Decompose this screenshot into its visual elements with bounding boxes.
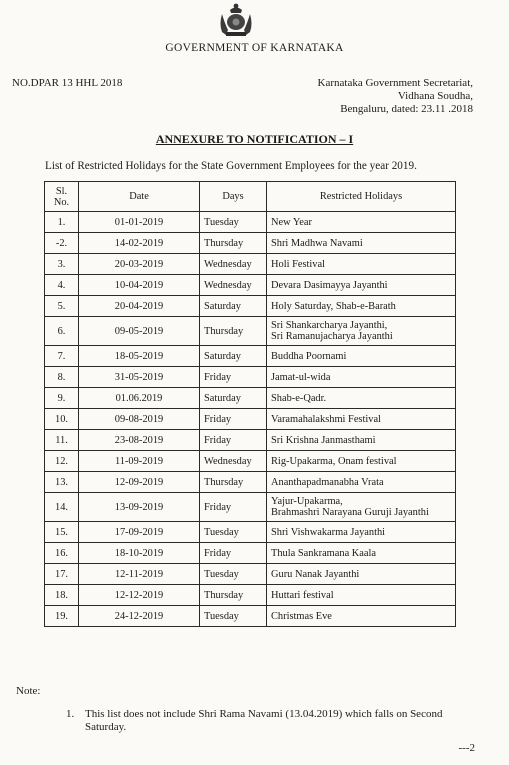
cell-day: Wednesday bbox=[200, 451, 267, 472]
cell-sl-no: 11. bbox=[45, 430, 79, 451]
cell-day: Friday bbox=[200, 367, 267, 388]
cell-holiday bbox=[267, 522, 456, 543]
cell-day: Saturday bbox=[200, 388, 267, 409]
cell-holiday bbox=[267, 388, 456, 409]
cell-date: 11-09-2019 bbox=[79, 451, 200, 472]
cell-date: 13-09-2019 bbox=[79, 493, 200, 522]
table-row bbox=[45, 409, 456, 430]
table-row bbox=[45, 564, 456, 585]
cell-day: Wednesday bbox=[200, 275, 267, 296]
holiday-name: Rig-Upakarma, Onam festival bbox=[271, 455, 397, 467]
cell-date: 10-04-2019 bbox=[79, 275, 200, 296]
table-row bbox=[45, 388, 456, 409]
cell-sl-no: 16. bbox=[45, 543, 79, 564]
cell-holiday bbox=[267, 275, 456, 296]
holiday-name: Huttari festival bbox=[271, 589, 334, 601]
table-row bbox=[45, 493, 456, 522]
cell-day: Thursday bbox=[200, 233, 267, 254]
holiday-name: Sri Krishna Janmasthami bbox=[271, 434, 376, 446]
cell-holiday bbox=[267, 409, 456, 430]
cell-holiday bbox=[267, 493, 456, 522]
table-row bbox=[45, 212, 456, 233]
cell-sl-no: 19. bbox=[45, 606, 79, 627]
header-days: Days bbox=[200, 182, 267, 212]
holiday-name: Guru Nanak Jayanthi bbox=[271, 568, 360, 580]
cell-date: 12-09-2019 bbox=[79, 472, 200, 493]
table-row bbox=[45, 585, 456, 606]
cell-holiday bbox=[267, 346, 456, 367]
cell-day: Wednesday bbox=[200, 254, 267, 275]
intro-text: List of Restricted Holidays for the State Government Employees for the year 2019. bbox=[45, 160, 417, 172]
cell-sl-no: 17. bbox=[45, 564, 79, 585]
cell-sl-no: 3. bbox=[45, 254, 79, 275]
cell-day: Thursday bbox=[200, 317, 267, 346]
table-row bbox=[45, 296, 456, 317]
cell-day: Friday bbox=[200, 493, 267, 522]
cell-sl-no: 18. bbox=[45, 585, 79, 606]
cell-sl-no: 4. bbox=[45, 275, 79, 296]
table-row bbox=[45, 522, 456, 543]
holiday-name: Holy Saturday, Shab-e-Barath bbox=[271, 300, 396, 312]
note-label: Note: bbox=[16, 685, 41, 697]
note-item bbox=[66, 708, 486, 734]
holiday-name: Brahmashri Narayana Guruji Jayanthi bbox=[271, 507, 429, 518]
cell-sl-no: 13. bbox=[45, 472, 79, 493]
table-row bbox=[45, 346, 456, 367]
cell-holiday bbox=[267, 317, 456, 346]
holiday-name: Shab-e-Qadr. bbox=[271, 392, 327, 404]
cell-date: 01-01-2019 bbox=[79, 212, 200, 233]
holiday-name: Devara Dasimayya Jayanthi bbox=[271, 279, 388, 291]
cell-day: Tuesday bbox=[200, 606, 267, 627]
cell-day: Tuesday bbox=[200, 564, 267, 585]
reference-number: NO.DPAR 13 HHL 2018 bbox=[12, 77, 123, 89]
secretariat-address bbox=[318, 77, 473, 116]
cell-day: Friday bbox=[200, 430, 267, 451]
page-continuation: ---2 bbox=[458, 742, 475, 754]
cell-date: 18-05-2019 bbox=[79, 346, 200, 367]
cell-sl-no: 7. bbox=[45, 346, 79, 367]
holiday-table-body bbox=[45, 212, 456, 627]
holiday-name: New Year bbox=[271, 216, 312, 228]
holiday-name: Ananthapadmanabha Vrata bbox=[271, 476, 384, 488]
cell-holiday bbox=[267, 367, 456, 388]
cell-sl-no: 14. bbox=[45, 493, 79, 522]
cell-holiday bbox=[267, 296, 456, 317]
cell-date: 31-05-2019 bbox=[79, 367, 200, 388]
cell-holiday bbox=[267, 430, 456, 451]
cell-day: Saturday bbox=[200, 346, 267, 367]
holiday-name: Sri Ramanujacharya Jayanthi bbox=[271, 331, 393, 342]
holiday-name: Shri Vishwakarma Jayanthi bbox=[271, 526, 386, 538]
cell-holiday bbox=[267, 585, 456, 606]
cell-sl-no: 10. bbox=[45, 409, 79, 430]
holiday-table bbox=[44, 181, 456, 627]
cell-day: Tuesday bbox=[200, 212, 267, 233]
address-line: Karnataka Government Secretariat, bbox=[317, 77, 473, 89]
cell-holiday bbox=[267, 451, 456, 472]
cell-date: 01.06.2019 bbox=[79, 388, 200, 409]
cell-date: 23-08-2019 bbox=[79, 430, 200, 451]
cell-sl-no: 12. bbox=[45, 451, 79, 472]
address-line: Bengaluru, dated: 23.11 .2018 bbox=[340, 103, 473, 115]
table-row bbox=[45, 275, 456, 296]
holiday-name: Sri Shankarcharya Jayanthi, bbox=[271, 320, 388, 331]
table-row bbox=[45, 233, 456, 254]
holiday-name: Buddha Poornami bbox=[271, 350, 347, 362]
government-title: GOVERNMENT OF KARNATAKA bbox=[165, 42, 344, 54]
header-restricted-holidays: Restricted Holidays bbox=[267, 182, 456, 212]
table-row bbox=[45, 472, 456, 493]
cell-sl-no: 5. bbox=[45, 296, 79, 317]
holiday-name: Shri Madhwa Navami bbox=[271, 237, 363, 249]
cell-sl-no: -2. bbox=[45, 233, 79, 254]
table-row bbox=[45, 606, 456, 627]
cell-day: Tuesday bbox=[200, 522, 267, 543]
table-row bbox=[45, 254, 456, 275]
cell-sl-no: 9. bbox=[45, 388, 79, 409]
cell-sl-no: 1. bbox=[45, 212, 79, 233]
cell-date: 24-12-2019 bbox=[79, 606, 200, 627]
note-number: 1. bbox=[66, 708, 75, 720]
cell-holiday bbox=[267, 254, 456, 275]
holiday-name: Varamahalakshmi Festival bbox=[271, 413, 381, 425]
cell-holiday bbox=[267, 472, 456, 493]
cell-date: 18-10-2019 bbox=[79, 543, 200, 564]
cell-date: 09-05-2019 bbox=[79, 317, 200, 346]
cell-sl-no: 15. bbox=[45, 522, 79, 543]
cell-day: Saturday bbox=[200, 296, 267, 317]
header-date: Date bbox=[79, 182, 200, 212]
cell-date: 20-04-2019 bbox=[79, 296, 200, 317]
header-sl-no: Sl. No. bbox=[45, 182, 79, 212]
holiday-name: Christmas Eve bbox=[271, 610, 332, 622]
karnataka-emblem-icon bbox=[216, 2, 256, 38]
cell-holiday bbox=[267, 606, 456, 627]
cell-date: 14-02-2019 bbox=[79, 233, 200, 254]
table-row bbox=[45, 430, 456, 451]
cell-holiday bbox=[267, 212, 456, 233]
cell-date: 12-12-2019 bbox=[79, 585, 200, 606]
table-row bbox=[45, 543, 456, 564]
cell-sl-no: 6. bbox=[45, 317, 79, 346]
holiday-name: Holi Festival bbox=[271, 258, 325, 270]
holiday-name: Jamat-ul-wida bbox=[271, 371, 331, 383]
table-row bbox=[45, 451, 456, 472]
cell-day: Friday bbox=[200, 409, 267, 430]
table-row bbox=[45, 367, 456, 388]
cell-day: Thursday bbox=[200, 472, 267, 493]
cell-date: 09-08-2019 bbox=[79, 409, 200, 430]
cell-holiday bbox=[267, 233, 456, 254]
cell-day: Thursday bbox=[200, 585, 267, 606]
annexure-title: ANNEXURE TO NOTIFICATION – I bbox=[155, 132, 354, 146]
holiday-name: Yajur-Upakarma, bbox=[271, 496, 343, 507]
cell-holiday bbox=[267, 543, 456, 564]
cell-day: Friday bbox=[200, 543, 267, 564]
cell-date: 20-03-2019 bbox=[79, 254, 200, 275]
cell-date: 17-09-2019 bbox=[79, 522, 200, 543]
cell-date: 12-11-2019 bbox=[79, 564, 200, 585]
table-row bbox=[45, 317, 456, 346]
cell-sl-no: 8. bbox=[45, 367, 79, 388]
cell-holiday bbox=[267, 564, 456, 585]
address-line: Vidhana Soudha, bbox=[397, 90, 473, 102]
table-header-row bbox=[45, 182, 456, 212]
holiday-name: Thula Sankramana Kaala bbox=[271, 547, 377, 559]
note-text: This list does not include Shri Rama Navami (13.04.2019) which falls on Second Saturday. bbox=[85, 708, 443, 733]
